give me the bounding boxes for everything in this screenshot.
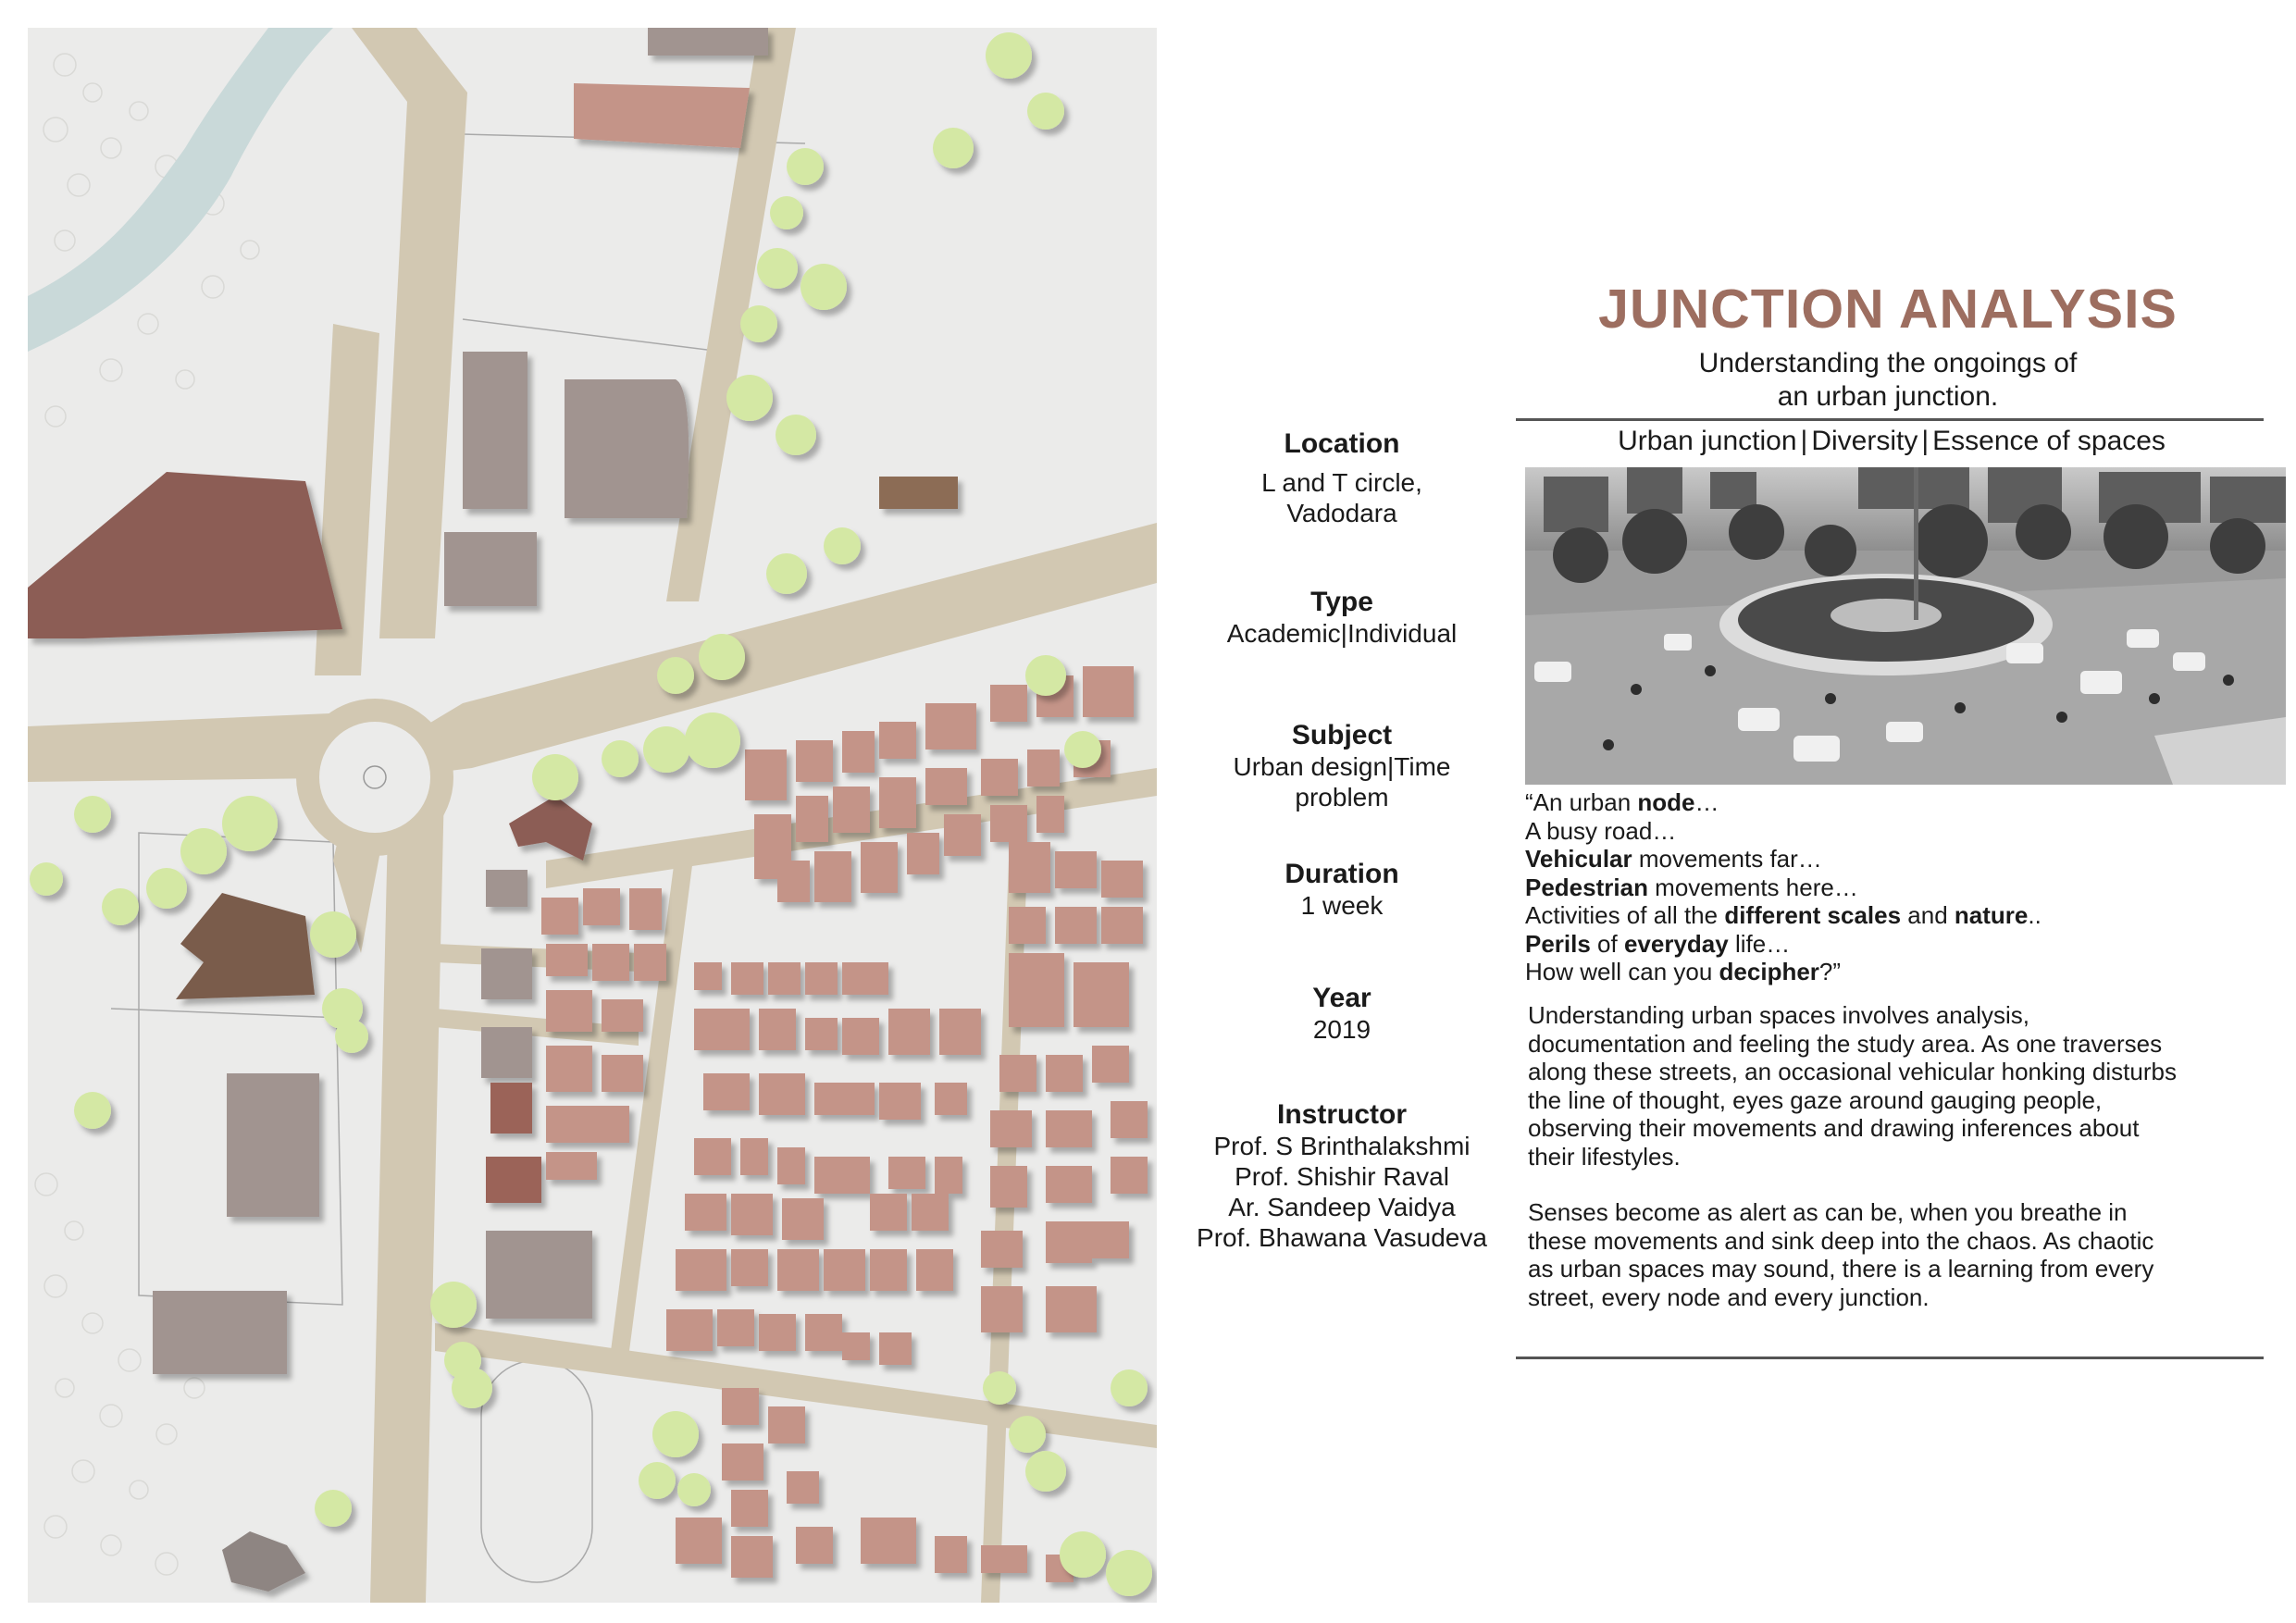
- subject-line-1: Urban design|Time: [1233, 752, 1451, 781]
- subject-heading: Subject: [1291, 720, 1393, 750]
- tag: Urban junction: [1618, 426, 1797, 456]
- duration-heading: Duration: [1285, 859, 1399, 889]
- instructor-name: Prof. Bhawana Vasudeva: [1197, 1223, 1487, 1252]
- info-duration: [1175, 859, 1508, 921]
- quote-line: Perils of everyday life…: [1525, 929, 1791, 958]
- info-year: [1175, 983, 1508, 1045]
- instructor-heading: Instructor: [1276, 1099, 1407, 1130]
- type-heading: Type: [1310, 587, 1373, 617]
- quote-line: Vehicular movements far…: [1525, 845, 1822, 873]
- type-value: Academic|Individual: [1226, 619, 1458, 648]
- info-location: [1175, 428, 1508, 528]
- instructor-name: Prof. Shishir Raval: [1235, 1162, 1449, 1191]
- info-subject: [1175, 720, 1508, 812]
- instructor-name: Ar. Sandeep Vaidya: [1228, 1193, 1456, 1221]
- body-paragraph-2: Senses become as alert as can be, when you breathe in these movements and sink deep into the chaos. As chaotic as urban spaces may sound, there is a learning from every street, every node and every junction.: [1528, 1198, 2154, 1311]
- duration-value: 1 week: [1300, 891, 1384, 920]
- location-line-1: L and T circle,: [1261, 468, 1422, 497]
- divider-top: [1516, 418, 2264, 421]
- location-line-2: Vadodara: [1286, 499, 1397, 527]
- roundabout-island: [319, 722, 430, 833]
- year-value: 2019: [1312, 1015, 1371, 1044]
- body-paragraph-1: Understanding urban spaces involves analysis, documentation and feeling the study area. As one traverses along these streets, an occasional vehicular honking disturbs the line of thought, eyes gaze around gauging people, observing their movements and drawing inferences about their lifestyles.: [1528, 1001, 2177, 1171]
- tag: Diversity: [1811, 426, 1918, 456]
- tag: Essence of spaces: [1932, 426, 2166, 456]
- junction-photo: [1525, 467, 2286, 785]
- info-type: [1175, 587, 1508, 649]
- quote-line: Pedestrian movements here…: [1525, 873, 1858, 901]
- quote-line: “An urban node…: [1525, 788, 1719, 816]
- tag-line: Urban junction | Diversity | Essence of spaces: [1618, 426, 2166, 456]
- year-heading: Year: [1312, 983, 1371, 1013]
- intro-quote: [1525, 788, 2284, 986]
- subtitle-line-1: Understanding the ongoings of: [1698, 348, 2078, 378]
- page-title: JUNCTION ANALYSIS: [1598, 279, 2178, 340]
- quote-line: How well can you decipher?”: [1525, 958, 1842, 985]
- quote-line: Activities of all the different scales and nature..: [1525, 901, 2042, 929]
- quote-line: A busy road…: [1525, 816, 1677, 845]
- page-subtitle: [1499, 347, 2277, 414]
- subject-line-2: problem: [1295, 783, 1389, 812]
- instructor-name: Prof. S Brinthalakshmi: [1213, 1132, 1471, 1160]
- info-instructor: [1175, 1099, 1508, 1253]
- subtitle-line-2: an urban junction.: [1777, 381, 1999, 412]
- location-heading: Location: [1284, 428, 1400, 459]
- divider-bottom: [1516, 1357, 2264, 1359]
- site-plan-map: [28, 28, 1157, 1603]
